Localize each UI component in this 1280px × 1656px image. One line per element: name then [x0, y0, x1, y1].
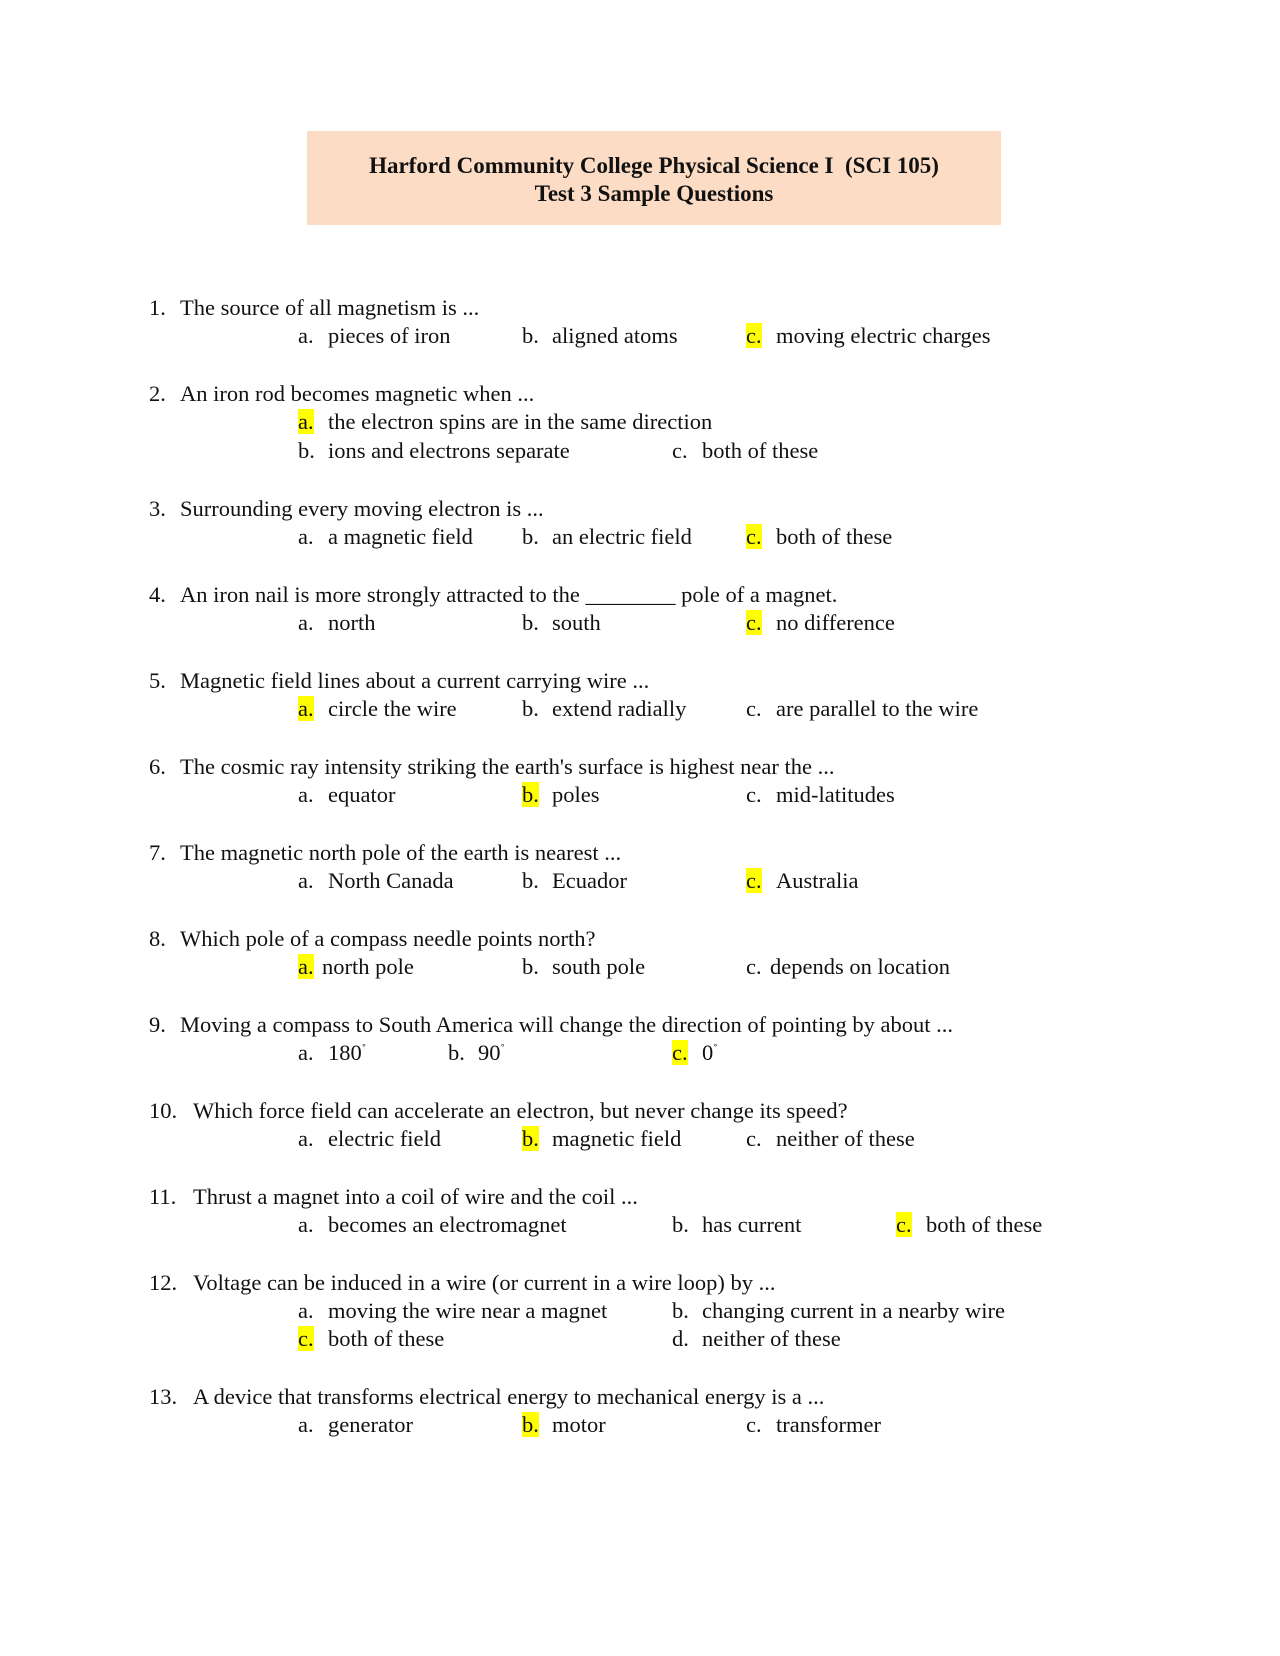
option-9a: a. 180˚ [298, 1040, 367, 1065]
correct-answer-highlight: c. [298, 1326, 314, 1351]
question-1: 1. The source of all magnetism is ... [149, 295, 480, 320]
question-text: Magnetic field lines about a current carrying wire ... [180, 668, 650, 693]
correct-answer-highlight: a. [298, 696, 314, 721]
correct-answer-highlight: c. [746, 868, 762, 893]
question-13: 13. A device that transforms electrical energy to mechanical energy is a ... [149, 1384, 825, 1409]
question-text: Moving a compass to South America will change the direction of pointing by about ... [180, 1012, 953, 1037]
option-4c: c. no difference [746, 610, 895, 635]
option-8a: a. north pole [298, 954, 414, 979]
option-10c: c. neither of these [746, 1126, 915, 1151]
question-text: An iron nail is more strongly attracted to the ________ pole of a magnet. [180, 582, 838, 607]
option-2a: a. the electron spins are in the same direction [298, 409, 713, 434]
question-11: 11. Thrust a magnet into a coil of wire and the coil ... [149, 1184, 638, 1209]
question-text: An iron rod becomes magnetic when ... [180, 381, 535, 406]
option-1a: a. pieces of iron [298, 323, 451, 348]
question-text: Surrounding every moving electron is ... [180, 496, 544, 521]
option-6a: a. equator [298, 782, 396, 807]
option-6c: c. mid-latitudes [746, 782, 895, 807]
option-13c: c. transformer [746, 1412, 881, 1437]
question-text: Which force field can accelerate an electron, but never change its speed? [193, 1098, 848, 1123]
correct-answer-highlight: c. [746, 524, 762, 549]
question-text: A device that transforms electrical energy to mechanical energy is a ... [193, 1384, 825, 1409]
option-4b: b. south [522, 610, 601, 635]
correct-answer-highlight: c. [896, 1212, 912, 1237]
option-9b: b. 90˚ [448, 1040, 505, 1065]
correct-answer-highlight: c. [672, 1040, 688, 1065]
option-5a: a. circle the wire [298, 696, 457, 721]
option-13b: b. motor [522, 1412, 606, 1437]
option-3a: a. a magnetic field [298, 524, 473, 549]
option-2c: c. both of these [672, 438, 819, 463]
option-6b: b. poles [522, 782, 600, 807]
question-4: 4. An iron nail is more strongly attracted to the ________ pole of a magnet. [149, 582, 838, 607]
option-12a: a. moving the wire near a magnet [298, 1298, 608, 1323]
option-3b: b. an electric field [522, 524, 692, 549]
correct-answer-highlight: b. [522, 1412, 539, 1437]
option-7b: b. Ecuador [522, 868, 627, 893]
question-3: 3. Surrounding every moving electron is ... [149, 496, 544, 521]
option-7a: a. North Canada [298, 868, 454, 893]
option-2b: b. ions and electrons separate [298, 438, 570, 463]
option-11c: c. both of these [896, 1212, 1043, 1237]
option-4a: a. north [298, 610, 376, 635]
question-text: The source of all magnetism is ... [180, 295, 480, 320]
correct-answer-highlight: b. [522, 1126, 539, 1151]
option-1c: c. moving electric charges [746, 323, 991, 348]
question-10: 10. Which force field can accelerate an electron, but never change its speed? [149, 1098, 848, 1123]
option-12b: b. changing current in a nearby wire [672, 1298, 1005, 1323]
correct-answer-highlight: b. [522, 782, 539, 807]
question-text: The cosmic ray intensity striking the earth's surface is highest near the ... [180, 754, 835, 779]
option-10a: a. electric field [298, 1126, 442, 1151]
correct-answer-highlight: a. [298, 954, 314, 979]
option-10b: b. magnetic field [522, 1126, 682, 1151]
document-title [307, 131, 1001, 225]
question-9: 9. Moving a compass to South America will change the direction of pointing by about ... [149, 1012, 953, 1037]
question-text: Voltage can be induced in a wire (or current in a wire loop) by ... [193, 1270, 776, 1295]
option-7c: c. Australia [746, 868, 859, 893]
option-5c: c. are parallel to the wire [746, 696, 979, 721]
option-12c: c. both of these [298, 1326, 445, 1351]
option-9c: c. 0˚ [672, 1040, 718, 1065]
option-8c: c. depends on location [746, 954, 950, 979]
title-line-1: Harford Community College Physical Science I (SCI 105) [369, 153, 939, 178]
title-line-2: Test 3 Sample Questions [534, 181, 774, 206]
option-8b: b. south pole [522, 954, 646, 979]
option-12d: d. neither of these [672, 1326, 841, 1351]
degree-symbol: ˚ [361, 1041, 367, 1056]
option-13a: a. generator [298, 1412, 413, 1437]
question-text: Which pole of a compass needle points north? [180, 926, 596, 951]
question-6: 6. The cosmic ray intensity striking the earth's surface is highest near the ... [149, 754, 835, 779]
question-5: 5. Magnetic field lines about a current carrying wire ... [149, 668, 650, 693]
option-11b: b. has current [672, 1212, 802, 1237]
correct-answer-highlight: c. [746, 610, 762, 635]
option-3c: c. both of these [746, 524, 893, 549]
correct-answer-highlight: a. [298, 409, 314, 434]
question-text: Thrust a magnet into a coil of wire and the coil ... [193, 1184, 638, 1209]
degree-symbol: ˚ [713, 1041, 718, 1056]
option-1b: b. aligned atoms [522, 323, 678, 348]
correct-answer-highlight: c. [746, 323, 762, 348]
question-8: 8. Which pole of a compass needle points north? [149, 926, 596, 951]
question-7: 7. The magnetic north pole of the earth is nearest ... [149, 840, 622, 865]
degree-symbol: ˚ [500, 1041, 505, 1056]
option-5b: b. extend radially [522, 696, 687, 721]
option-11a: a. becomes an electromagnet [298, 1212, 567, 1237]
question-2: 2. An iron rod becomes magnetic when ... [149, 381, 535, 406]
question-text: The magnetic north pole of the earth is nearest ... [180, 840, 622, 865]
question-12: 12. Voltage can be induced in a wire (or current in a wire loop) by ... [149, 1270, 776, 1295]
